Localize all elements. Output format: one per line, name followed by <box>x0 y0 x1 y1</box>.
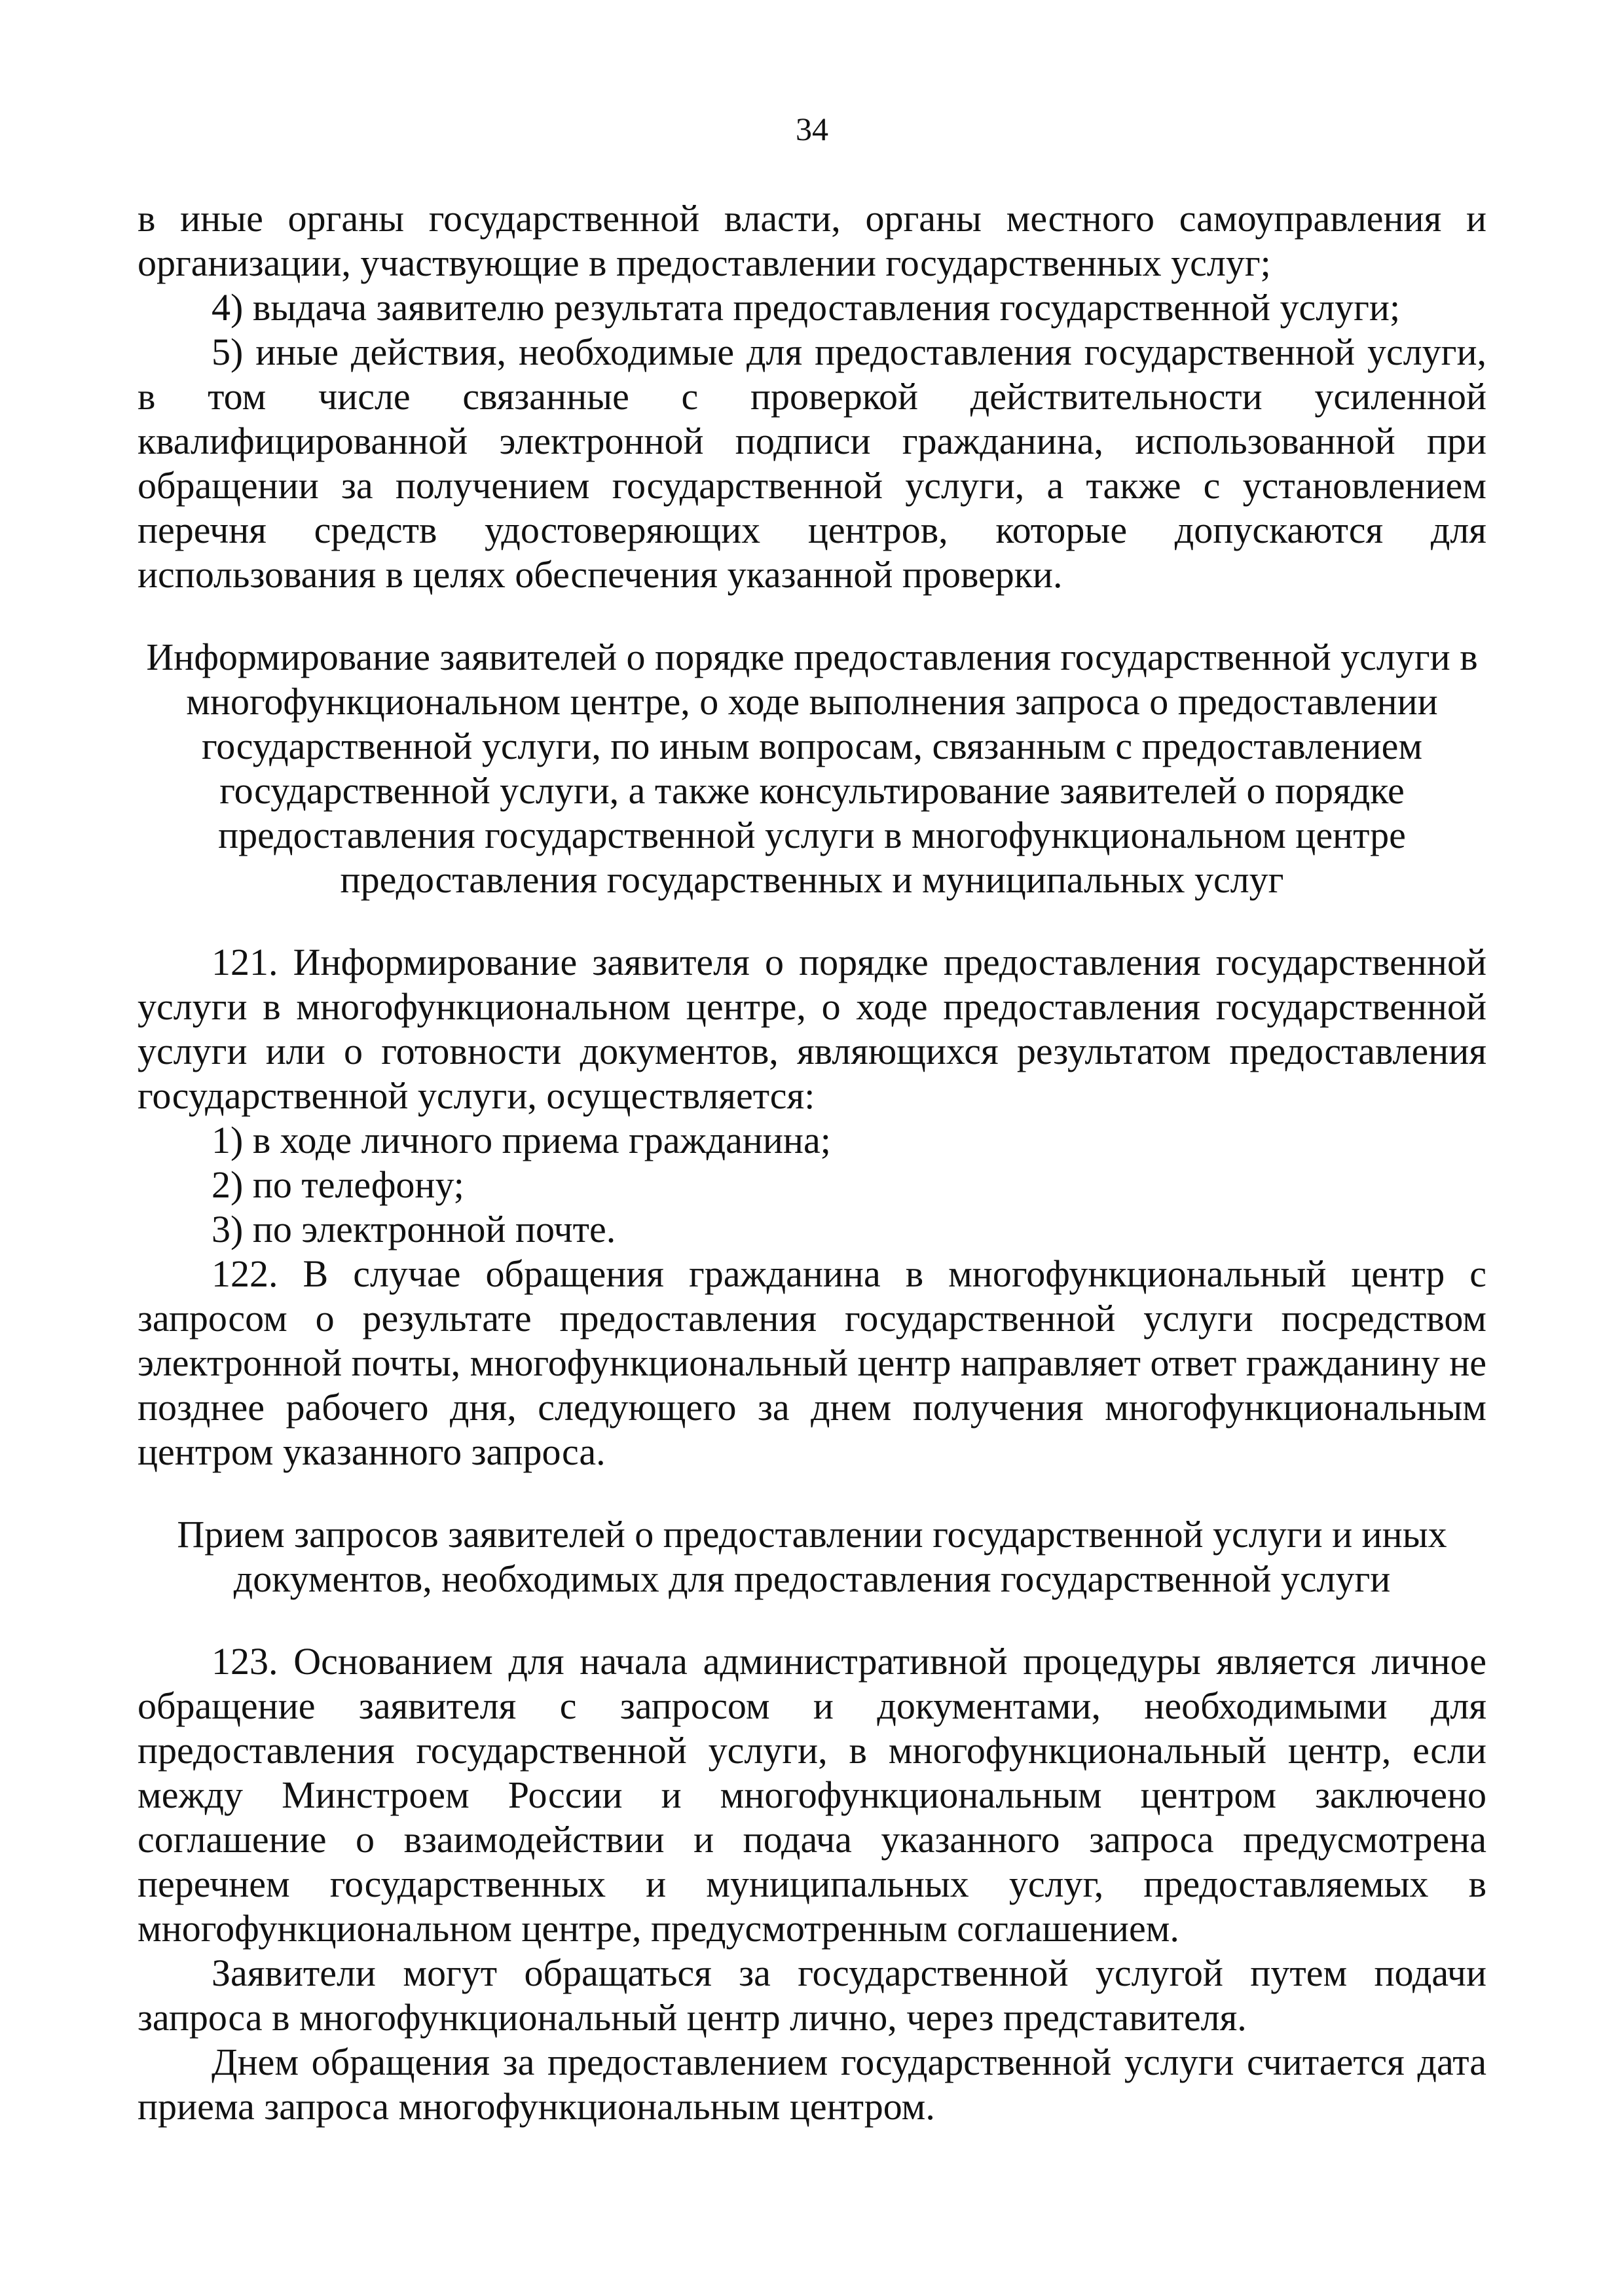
spacer <box>138 597 1486 635</box>
spacer <box>138 1474 1486 1512</box>
page-number: 34 <box>796 111 828 147</box>
paragraph-applicants: Заявители могут обращаться за государственной услугой путем подачи запроса в многофункциональный центр лично, через представителя. <box>138 1952 1486 2039</box>
list-item-1: 1) в ходе личного приема гражданина; <box>212 1119 831 1161</box>
paragraph-122: 122. В случае обращения гражданина в многофункциональный центр с запросом о результате предоставления государственной услуги посредством электронной почты, многофункциональный центр направляет ответ гражданину не позднее рабочего дня, следующего за днем получения многофункциональным центром указанного запроса. <box>138 1252 1486 1473</box>
paragraph-123: 123. Основанием для начала административной процедуры является личное обращение заявителя с запросом и документами, необходимыми для предоставления государственной услуги, в многофункциональный центр, если между Минстроем России и многофункциональным центром заключено соглашение о взаимодействии и подача указанного запроса предусмотрена перечнем государственных и муниципальных услуг, предоставляемых в многофункциональном центре, предусмотренным соглашением. <box>138 1640 1486 1950</box>
paragraph-121: 121. Информирование заявителя о порядке предоставления государственной услуги в многофункциональном центре, о ходе предоставления государственной услуги или о готовности документов, являющихся результатом предоставления государственной услуги, осуществляется: <box>138 941 1486 1117</box>
list-item-3: 3) по электронной почте. <box>212 1208 616 1250</box>
list-item-4: 4) выдача заявителю результата предоставления государственной услуги; <box>212 286 1401 329</box>
section-heading-requests: Прием запросов заявителей о предоставлении государственной услуги и иных документов, необходимых для предоставления государственной услуги <box>177 1513 1447 1600</box>
section-heading-informing: Информирование заявителей о порядке предоставления государственной услуги в многофункциональном центре, о ходе выполнения запроса о предоставлении государственной услуги, по иным вопросам, связанным с предоставлением государственной услуги, а также консультирование заявителей о порядке предоставления государственной услуги в многофункциональном центре предоставления государственных и муниципальных услуг <box>146 636 1478 901</box>
list-item-5: 5) иные действия, необходимые для предоставления государственной услуги, в том числе связанные с проверкой действительности усиленной квалифицированной электронной подписи гражданина, использованной при обращении за получением государственной услуги, а также с установлением перечня средств удостоверяющих центров, которые допускаются для использования в целях обеспечения указанной проверки. <box>138 331 1486 596</box>
list-item-2: 2) по телефону; <box>212 1163 464 1206</box>
paragraph-request-date: Днем обращения за предоставлением государственной услуги считается дата приема запроса многофункциональным центром. <box>138 2041 1486 2128</box>
spacer <box>138 1601 1486 1639</box>
paragraph-continuation: в иные органы государственной власти, органы местного самоуправления и организации, участвующие в предоставлении государственных услуг; <box>138 197 1486 284</box>
spacer <box>138 902 1486 940</box>
document-body <box>138 196 1486 2129</box>
